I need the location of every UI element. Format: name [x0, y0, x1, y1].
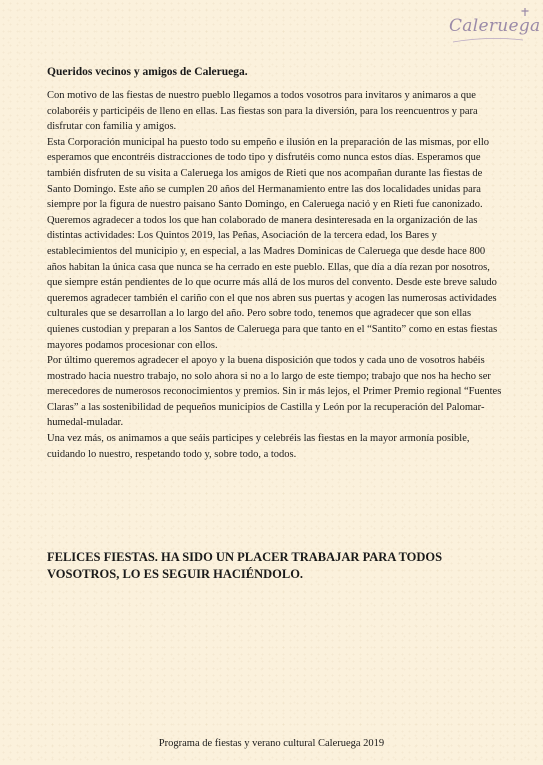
- letter-paragraph: Queremos agradecer a todos los que han colaborado de manera desinteresada en la organización de las distintas actividades: Los Quintos 2019, las Peñas, Asociación de la tercera edad, los Bares y establecimientos del municipio y, en especial, a las Madres Dominicas de Caleruega que desde hace 800 años habitan la única casa que nunca se ha cerrado en este pueblo. Ellas, que día a día rezan por nosotros, que siempre están pendientes de lo que ocurre más allá de los muros del convento. Desde este breve saludo queremos agradecer también el cariño con el que nos abren sus puertas y acogen las numerosas actividades culturales que se desarrollan a lo largo del año. Pero sobre todo, tenemos que agradecer que son ellas quienes custodian y preparan a los Santos de Caleruega para que tanto en el “Santito” como en estas fiestas mayores podamos procesionar con ellos.: [47, 214, 498, 351]
- letter-paragraph: Una vez más, os animamos a que seáis participes y celebréis las fiestas en la mayor armonía posible, cuidando lo nuestro, respetando todo y, sobre todo, a todos.: [47, 433, 470, 460]
- caleruega-logo: [449, 6, 541, 50]
- letter-paragraph: Con motivo de las fiestas de nuestro pueblo llegamos a todos vosotros para invitaros y animaros a que colaboréis y participéis de lleno en ellas. Las fiestas son para la diversión, para los reencuentros y para disfrutar con familia y amigos.: [47, 90, 478, 133]
- letter-greeting: Queridos vecinos y amigos de Caleruega.: [47, 66, 248, 78]
- logo-wordmark: Caleruega: [449, 16, 541, 36]
- letter-paragraph: Esta Corporación municipal ha puesto todo su empeño e ilusión en la preparación de las mismas, por ello esperamos que encontréis distracciones de todo tipo y disfrutéis como nunca estos días. Esperamos que también disfruten de su visita a Caleruega los amigos de Rieti que nos acompañan durante las fiestas de Santo Domingo. Este año se cumplen 20 años del Hermanamiento entre las dos localidades unidas para siempre por la figura de nuestro paisano Santo Domingo, en Caleruega nació y en Rieti fue canonizado.: [47, 136, 490, 211]
- letter-paragraph: Por último queremos agradecer el apoyo y la buena disposición que todos y cada uno de vosotros habéis mostrado hacia nuestro trabajo, no solo ahora si no a lo largo de este tiempo; trabajo que nos ha hecho ser merecedores de numerosos reconocimientos y premios. Sin ir más lejos, el Primer Premio regional “Fuentes Claras” a las sostenibilidad de pequeños municipios de Castilla y León por la recuperación del Palomar-humedal-muladar.: [47, 355, 502, 429]
- letter-closing: FELICES FIESTAS. HA SIDO UN PLACER TRABAJAR PARA TODOS VOSOTROS, LO ES SEGUIR HACIÉNDOLO.: [47, 550, 443, 581]
- letter-body: [47, 88, 505, 462]
- page-footer: Programa de fiestas y verano cultural Caleruega 2019: [158, 738, 385, 749]
